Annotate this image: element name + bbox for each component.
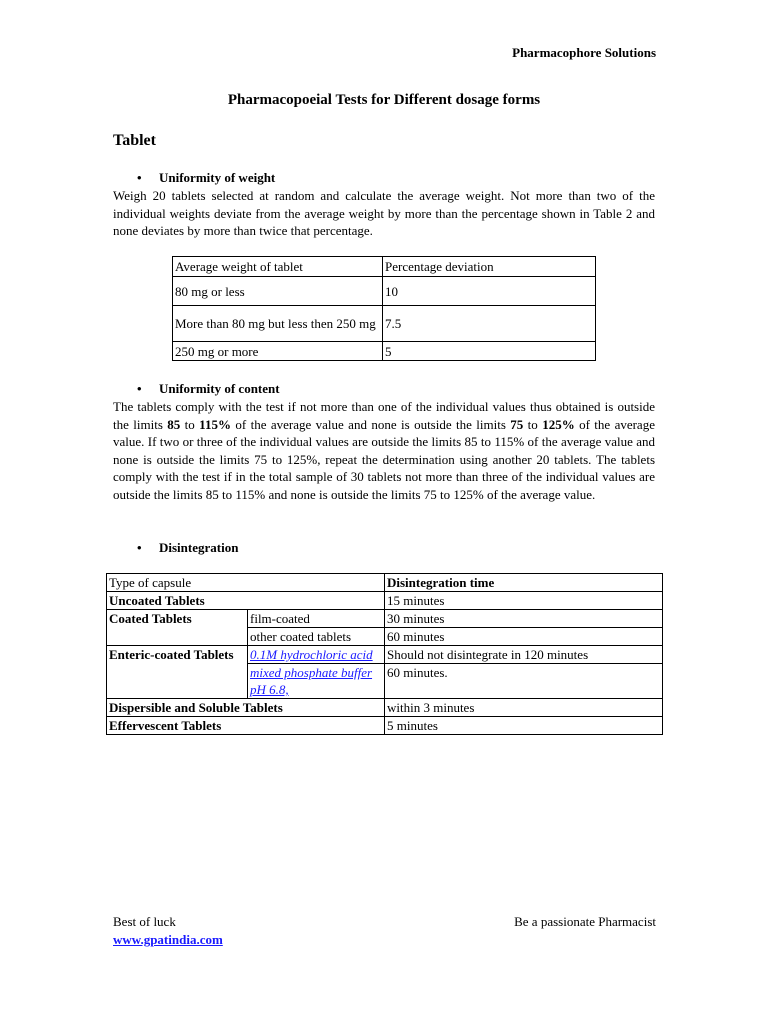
bullet-disintegration [137,540,238,556]
header-brand: Pharmacophore Solutions [512,45,656,60]
table-row [107,610,663,628]
content-text: to [180,416,200,432]
bullet-icon: • [137,170,142,185]
table-cell: 15 minutes [385,592,663,610]
table-cell: 7.5 [383,306,596,342]
table-cell: Coated Tablets [107,610,248,646]
table-cell: Should not disintegrate in 120 minutes [385,646,663,664]
bold-value: 115% [199,416,231,432]
bullet-uniformity-content [137,381,280,397]
table-cell: film-coated [248,610,385,628]
bullet-icon: • [137,540,142,555]
table-cell: within 3 minutes [385,699,663,717]
table-cell: Effervescent Tablets [107,717,385,735]
phosphate-buffer-link[interactable]: mixed phosphate buffer pH 6.8, [250,665,373,697]
table-row [173,342,596,361]
weight-table [172,256,596,361]
table-cell: 60 minutes. [385,664,663,699]
table-cell: Enteric-coated Tablets [107,646,248,699]
table-cell: Dispersible and Soluble Tablets [107,699,385,717]
bullet-icon: • [137,381,142,396]
table-cell: 250 mg or more [173,342,383,361]
footer-right-text: Be a passionate Pharmacist [514,914,656,929]
bullet-uniformity-weight [137,170,275,186]
table-cell [248,664,385,699]
table-header-cell: Average weight of tablet [173,257,383,277]
table-header-cell: Disintegration time [385,574,663,592]
disintegration-table [106,573,663,735]
table-row [107,717,663,735]
table-cell: 30 minutes [385,610,663,628]
table-row [107,699,663,717]
table-cell: 80 mg or less [173,277,383,306]
table-row [173,257,596,277]
bold-value: 75 [510,416,524,432]
bullet-label: Uniformity of content [159,381,280,396]
table-row [107,574,663,592]
content-text: The tablets comply with the test if not more than one of the individual values thus obtained is outside the limits [113,399,655,432]
table-row [173,306,596,342]
hydrochloric-acid-link[interactable]: 0.1M hydrochloric acid [250,647,373,662]
table-cell: More than 80 mg but less then 250 mg [173,306,383,342]
table-row [173,277,596,306]
table-row [107,646,663,664]
table-row [107,592,663,610]
content-paragraph [113,398,655,504]
section-title: Tablet [113,132,156,149]
table-header-cell: Type of capsule [107,574,385,592]
bold-value: 85 [167,416,181,432]
footer-website-link[interactable]: www.gpatindia.com [113,932,223,947]
table-cell [248,646,385,664]
table-cell: 10 [383,277,596,306]
bullet-label: Uniformity of weight [159,170,276,185]
table-cell: 5 minutes [385,717,663,735]
table-cell: Uncoated Tablets [107,592,385,610]
weight-paragraph: Weigh 20 tablets selected at random and calculate the average weight. Not more than two of the individual weights deviate from the average weight by more than the percentage shown in Table 2 and none deviates by more than twice that percentage. [113,188,655,239]
content-text: to [523,416,543,432]
content-text: of the average value. If two or three of the individual values are outside the limits 85 to 115% of the average value and none is outside the limits 75 to 125%, repeat the determination using another 20 tablets. The tablets comply with the test if in the total sample of 30 tablets not more than three of the individual values are outside the limits 85 to 115% and none is outside the limits 75 to 125% of the average value. [113,416,655,502]
table-cell: 60 minutes [385,628,663,646]
content-text: of the average value and none is outside the limits [230,416,511,432]
bold-value: 125% [542,416,575,432]
table-cell: 5 [383,342,596,361]
table-cell: other coated tablets [248,628,385,646]
bullet-label: Disintegration [159,540,239,555]
page-title: Pharmacopoeial Tests for Different dosage forms [227,92,541,108]
table-header-cell: Percentage deviation [383,257,596,277]
footer-left-text: Best of luck [113,914,176,929]
